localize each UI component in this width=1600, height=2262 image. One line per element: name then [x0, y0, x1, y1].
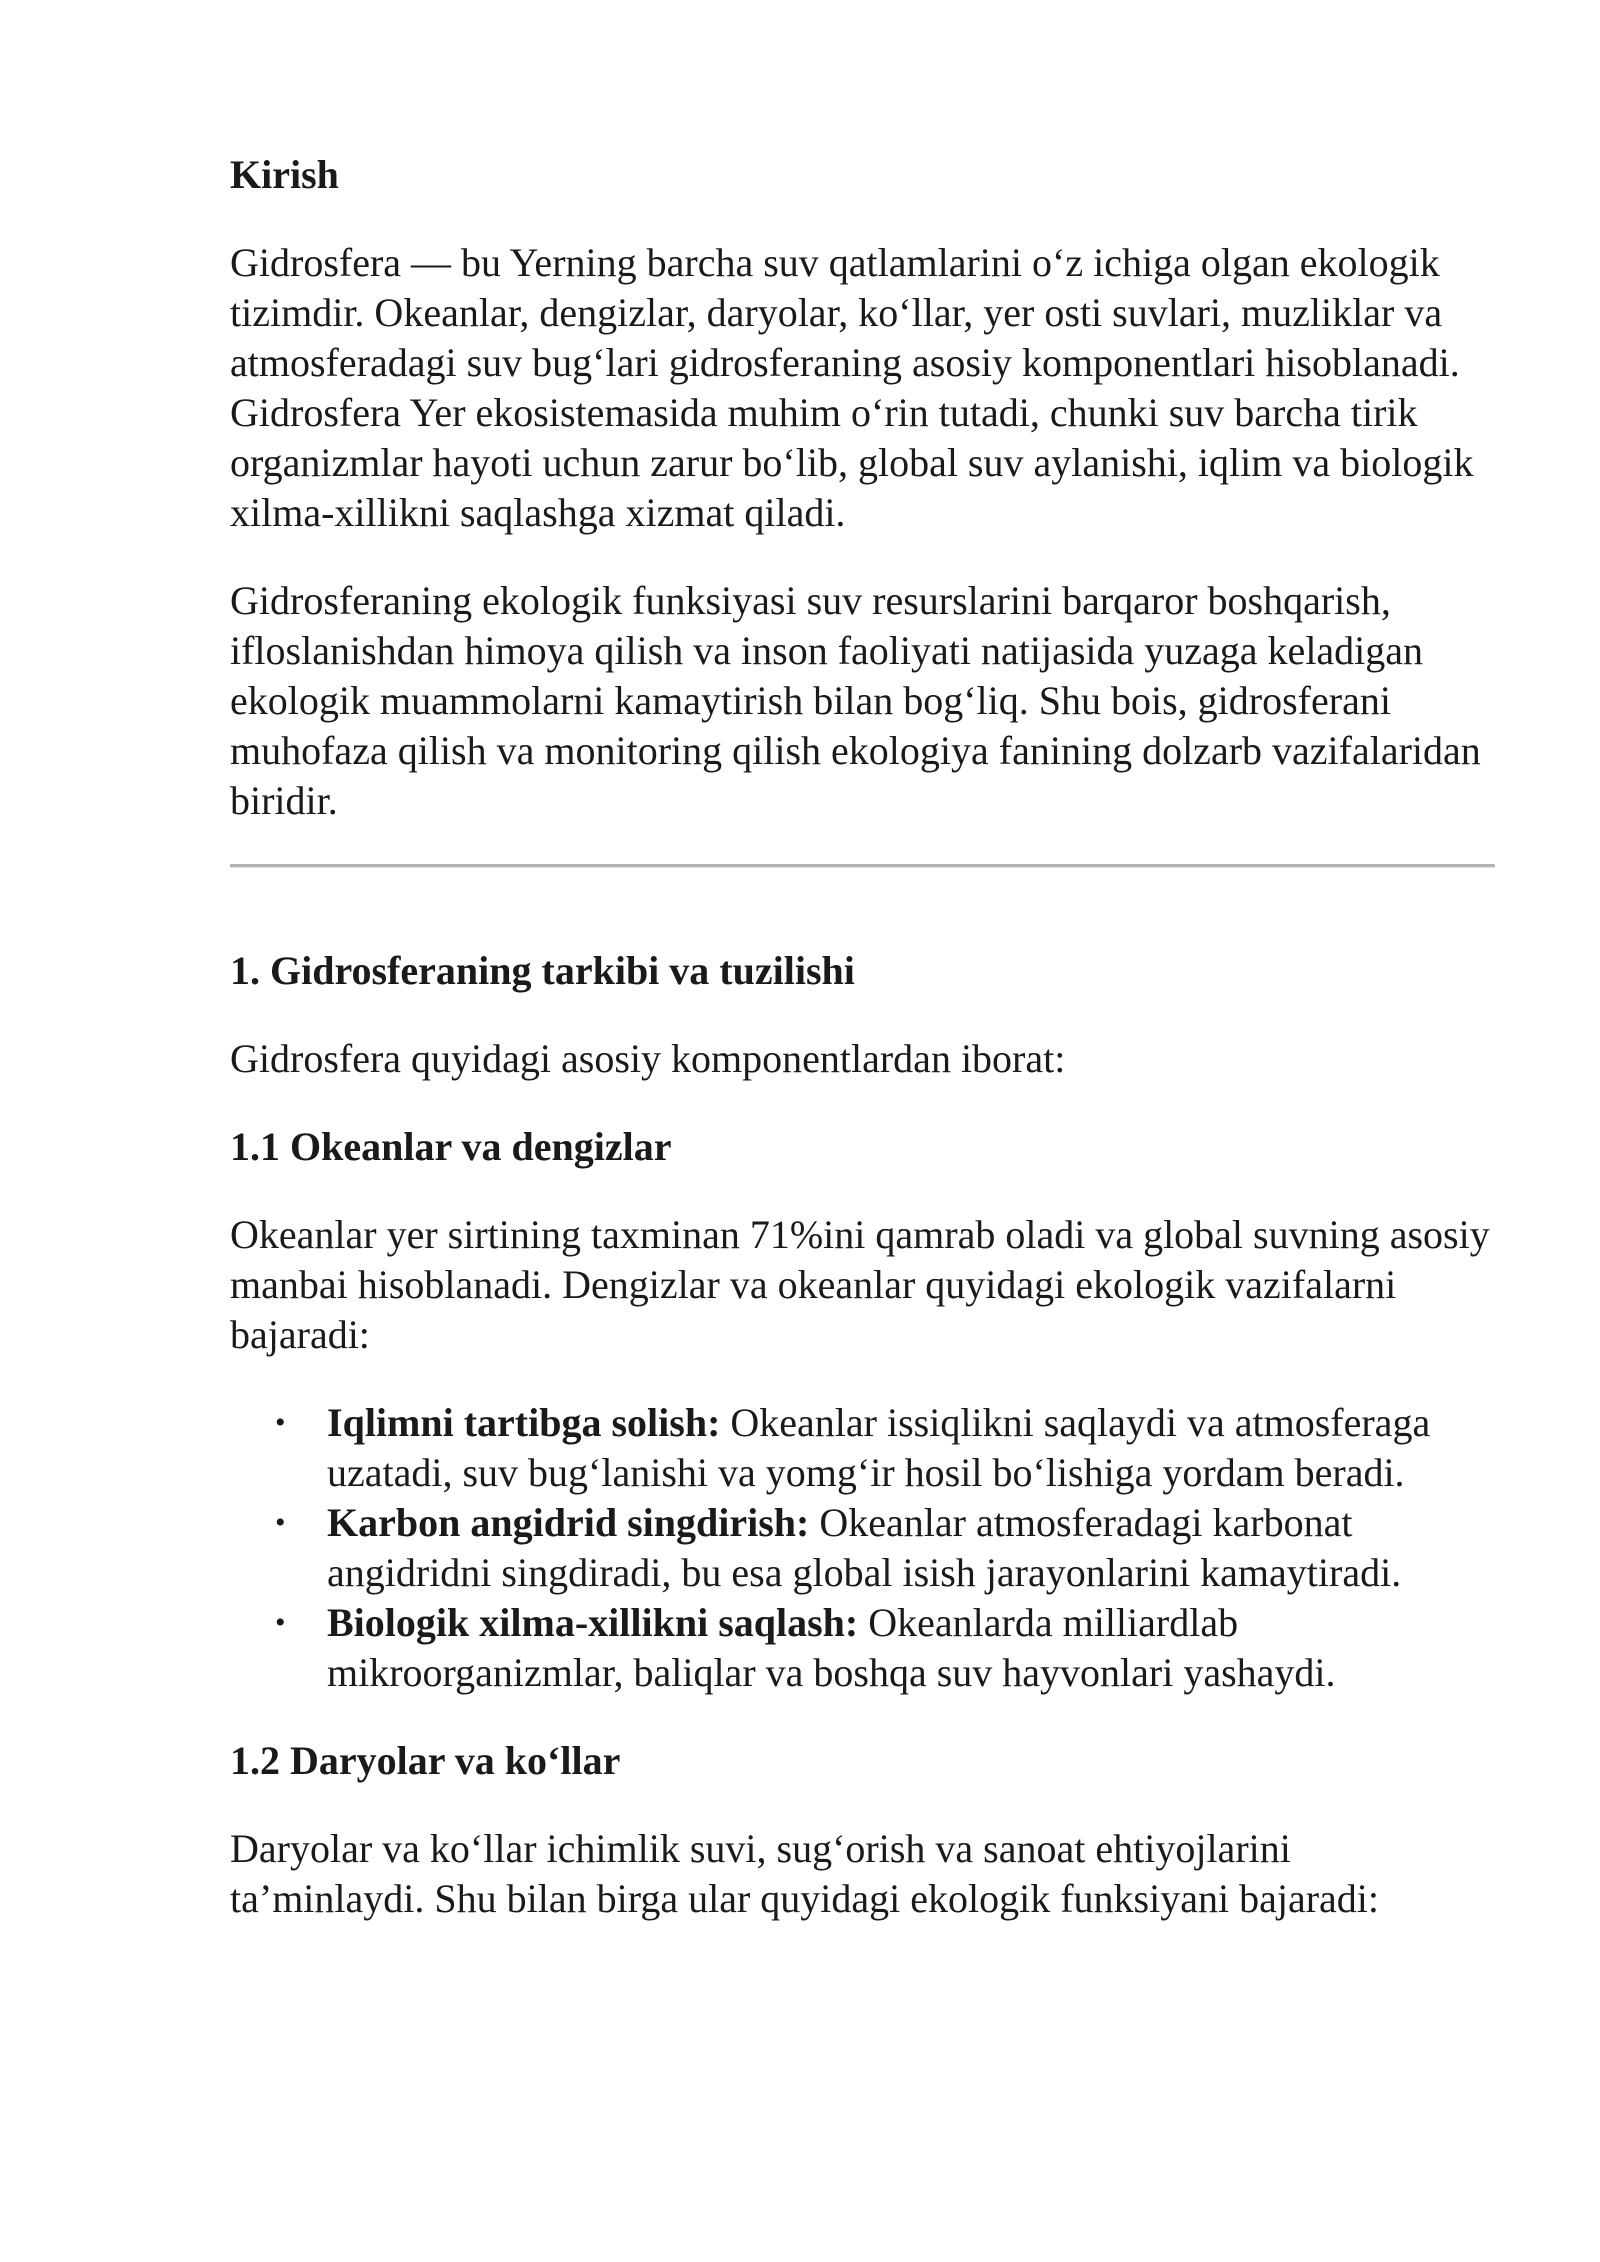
ocean-functions-list [230, 1398, 1495, 1698]
list-item-text: Okeanlar issiqlikni saqlaydi va atmosferaga uzatadi, suv bug‘lanishi va yomg‘ir hosil bo‘lishiga yordam beradi. [327, 1400, 1431, 1495]
list-item-term: Biologik xilma-xillikni saqlash: [327, 1600, 859, 1645]
subsection-1-2-heading: 1.2 Daryolar va ko‘llar [230, 1738, 621, 1783]
section-1-intro: Gidrosfera quyidagi asosiy komponentlardan iborat: [230, 1036, 1066, 1081]
list-item [275, 1598, 1495, 1698]
list-item-text: Okeanlar atmosferadagi karbonat angidridni singdiradi, bu esa global isish jarayonlarini kamaytiradi. [327, 1500, 1402, 1595]
subsection-1-1-text: Okeanlar yer sirtining taxminan 71%ini qamrab oladi va global suvning asosiy manbai hisoblanadi. Dengizlar va okeanlar quyidagi ekologik vazifalarni bajaradi: [230, 1212, 1490, 1357]
list-item [275, 1398, 1495, 1498]
list-item-term: Iqlimni tartibga solish: [327, 1400, 721, 1445]
bullet-icon: • [275, 1606, 286, 1639]
intro-heading: Kirish [230, 152, 339, 197]
intro-paragraph-2: Gidrosferaning ekologik funksiyasi suv resurslarini barqaror boshqarish, ifloslanishdan himoya qilish va inson faoliyati natijasida yuzaga keladigan ekologik muammolarni kamaytirish bilan bog‘liq. Shu bois, gidrosferani muhofaza qilish va monitoring qilish ekologiya fanining dolzarb vazifalaridan biridir. [230, 578, 1481, 823]
list-item [275, 1498, 1495, 1598]
document-page [230, 150, 1495, 1924]
bullet-icon: • [275, 1506, 286, 1539]
list-item-text: Okeanlarda milliardlab mikroorganizmlar, baliqlar va boshqa suv hayvonlari yashaydi. [327, 1600, 1336, 1695]
subsection-1-1-heading: 1.1 Okeanlar va dengizlar [230, 1124, 672, 1169]
section-1-heading: 1. Gidrosferaning tarkibi va tuzilishi [230, 948, 855, 993]
bullet-icon: • [275, 1406, 286, 1439]
list-item-term: Karbon angidrid singdirish: [327, 1500, 810, 1545]
intro-paragraph-1: Gidrosfera — bu Yerning barcha suv qatlamlarini o‘z ichiga olgan ekologik tizimdir. Okeanlar, dengizlar, daryolar, ko‘llar, yer osti suvlari, muzliklar va atmosferadagi suv bug‘lari gidrosferaning asosiy komponentlari hisoblanadi. Gidrosfera Yer ekosistemasida muhim o‘rin tutadi, chunki suv barcha tirik organizmlar hayoti uchun zarur bo‘lib, global suv aylanishi, iqlim va biologik xilma-xillikni saqlashga xizmat qiladi. [230, 240, 1474, 535]
subsection-1-2-text: Daryolar va ko‘llar ichimlik suvi, sug‘orish va sanoat ehtiyojlarini ta’minlaydi. Shu bilan birga ular quyidagi ekologik funksiyani bajaradi: [230, 1826, 1380, 1921]
horizontal-divider [230, 864, 1495, 868]
